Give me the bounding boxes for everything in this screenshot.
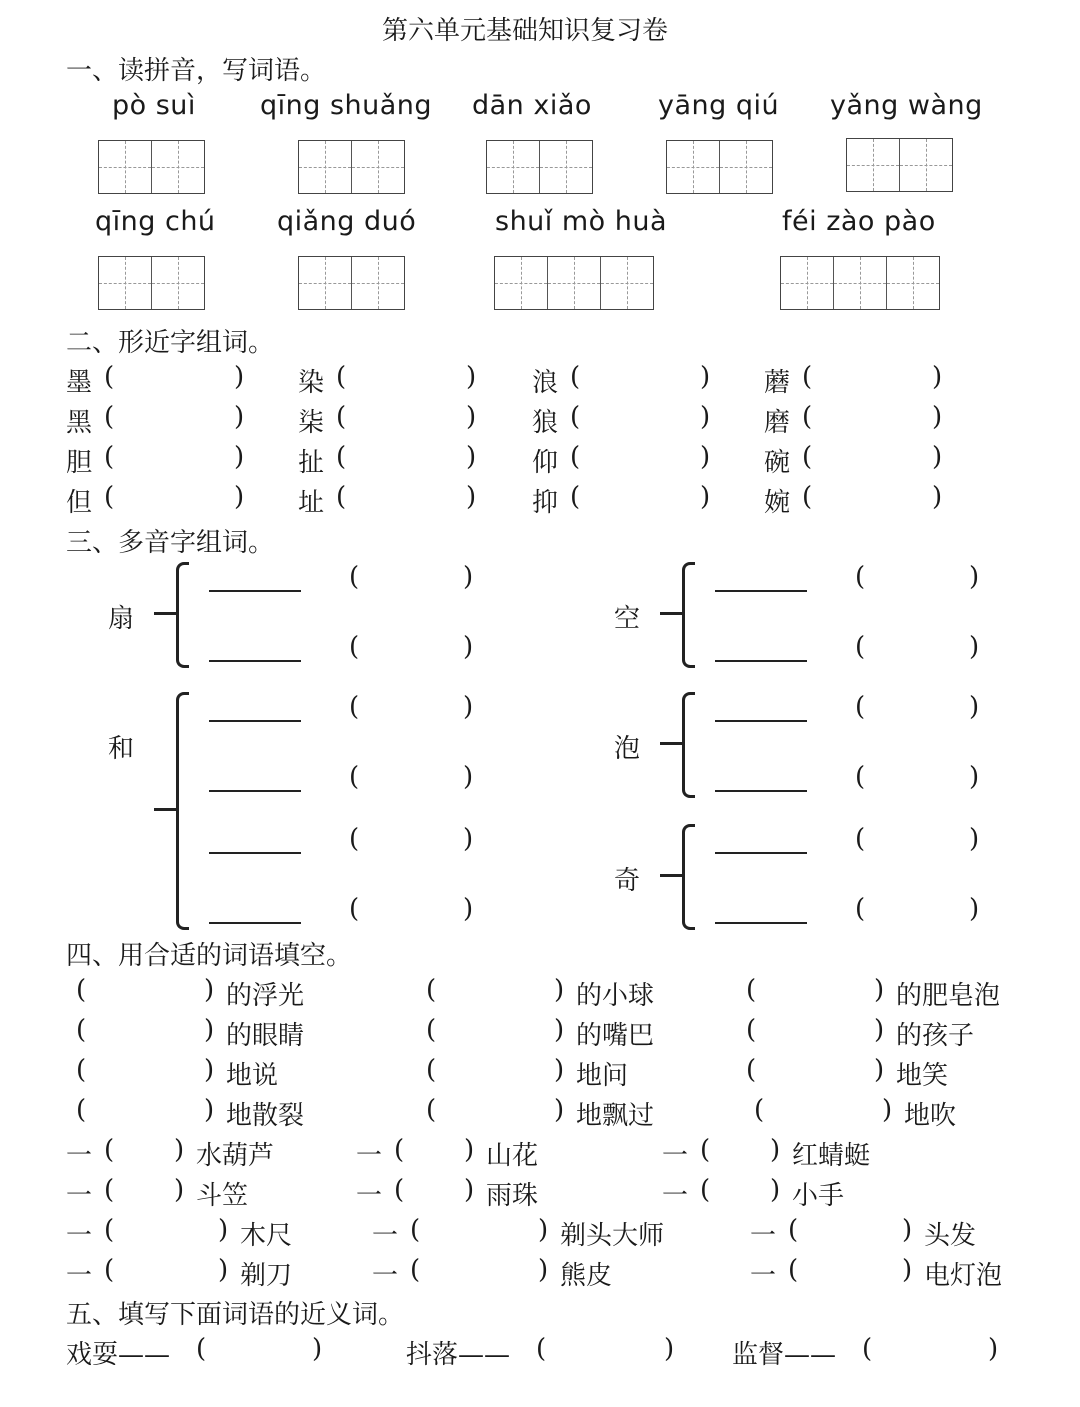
grid-cell[interactable] [600, 257, 653, 309]
measure-noun: 电灯泡 [924, 1261, 1003, 1291]
measure-noun: 红蜻蜓 [792, 1141, 871, 1171]
similar-char: 磨 [764, 408, 791, 438]
paren-close: ) [234, 402, 245, 432]
paren-close: ) [463, 894, 474, 924]
paren-open: ( [349, 562, 360, 592]
similar-char: 仰 [532, 448, 559, 478]
paren-open: ( [426, 975, 437, 1005]
grid-cell[interactable] [667, 141, 719, 193]
paren-open: ( [426, 1055, 437, 1085]
grid-cell[interactable] [719, 141, 772, 193]
answer-line [715, 790, 807, 792]
paren-open: ( [862, 1334, 873, 1364]
similar-char: 狼 [532, 408, 559, 438]
grid-cell[interactable] [495, 257, 547, 309]
answer-line [209, 790, 301, 792]
pinyin-label: qīng chú [95, 206, 216, 237]
paren-close: ) [204, 1095, 215, 1125]
similar-char: 浪 [532, 368, 559, 398]
similar-char: 胆 [66, 448, 93, 478]
fill-suffix: 的嘴巴 [576, 1021, 655, 1051]
answer-line [209, 720, 301, 722]
character-grid [98, 256, 205, 310]
measure-noun: 头发 [924, 1221, 977, 1251]
paren-open: ( [349, 762, 360, 792]
grid-cell[interactable] [833, 257, 886, 309]
paren-close: ) [466, 482, 477, 512]
paren-close: ) [554, 1015, 565, 1045]
measure-noun: 剃刀 [240, 1261, 293, 1291]
similar-char: 婉 [764, 488, 791, 518]
paren-open: ( [104, 1135, 115, 1165]
paren-close: ) [902, 1215, 913, 1245]
measure-noun: 山花 [486, 1141, 539, 1171]
paren-open: ( [855, 824, 866, 854]
paren-close: ) [463, 824, 474, 854]
measure-noun: 熊皮 [560, 1261, 613, 1291]
paren-close: ) [204, 1055, 215, 1085]
paren-close: ) [464, 1135, 475, 1165]
paren-close: ) [218, 1215, 229, 1245]
polyphone-char: 扇 [108, 604, 135, 634]
answer-line [209, 590, 301, 592]
paren-close: ) [969, 632, 980, 662]
paren-close: ) [234, 482, 245, 512]
synonym-word: 戏耍—— [66, 1340, 171, 1370]
paren-close: ) [466, 442, 477, 472]
fill-suffix: 地说 [226, 1061, 279, 1091]
paren-close: ) [969, 562, 980, 592]
paren-close: ) [234, 442, 245, 472]
answer-line [715, 590, 807, 592]
section-heading-1: 一、读拼音，写词语。 [66, 56, 327, 86]
paren-open: ( [104, 482, 115, 512]
paren-open: ( [700, 1135, 711, 1165]
measure-noun: 木尺 [240, 1221, 293, 1251]
brace-bracket [682, 562, 695, 668]
paren-close: ) [464, 1175, 475, 1205]
pinyin-label: qīng shuǎng [260, 90, 433, 121]
paren-close: ) [466, 362, 477, 392]
paren-open: ( [76, 1015, 87, 1045]
paren-close: ) [174, 1175, 185, 1205]
paren-close: ) [554, 975, 565, 1005]
paren-open: ( [746, 975, 757, 1005]
paren-close: ) [664, 1334, 675, 1364]
paren-open: ( [349, 692, 360, 722]
paren-open: ( [336, 442, 347, 472]
paren-close: ) [969, 762, 980, 792]
paren-open: ( [855, 632, 866, 662]
character-grid [780, 256, 940, 310]
paren-open: ( [802, 482, 813, 512]
pinyin-label: yāng qiú [658, 90, 780, 121]
page-title: 第六单元基础知识复习卷 [382, 16, 669, 46]
similar-char: 柒 [298, 408, 325, 438]
fill-suffix: 的肥皂泡 [896, 981, 1001, 1011]
grid-cell[interactable] [487, 141, 539, 193]
paren-close: ) [463, 632, 474, 662]
measure-prefix: 一 [372, 1221, 399, 1251]
similar-char: 址 [298, 488, 325, 518]
fill-suffix: 地笑 [896, 1061, 949, 1091]
fill-suffix: 的孩子 [896, 1021, 975, 1051]
answer-line [209, 660, 301, 662]
paren-close: ) [463, 692, 474, 722]
similar-char: 但 [66, 488, 93, 518]
fill-suffix: 地飘过 [576, 1101, 655, 1131]
paren-open: ( [196, 1334, 207, 1364]
character-grid [494, 256, 654, 310]
similar-char: 染 [298, 368, 325, 398]
measure-noun: 斗笠 [196, 1181, 249, 1211]
paren-open: ( [855, 894, 866, 924]
brace-stem [660, 612, 682, 615]
paren-close: ) [932, 482, 943, 512]
measure-prefix: 一 [750, 1261, 777, 1291]
paren-open: ( [76, 975, 87, 1005]
section-heading-5: 五、填写下面词语的近义词。 [66, 1300, 405, 1330]
paren-open: ( [349, 894, 360, 924]
grid-cell[interactable] [351, 257, 404, 309]
paren-close: ) [218, 1255, 229, 1285]
paren-open: ( [410, 1255, 421, 1285]
brace-bracket [176, 562, 189, 668]
paren-open: ( [349, 824, 360, 854]
fill-suffix: 地散裂 [226, 1101, 305, 1131]
measure-prefix: 一 [372, 1261, 399, 1291]
paren-close: ) [204, 975, 215, 1005]
answer-line [715, 660, 807, 662]
character-grid [298, 140, 405, 194]
paren-open: ( [394, 1175, 405, 1205]
paren-open: ( [104, 442, 115, 472]
pinyin-label: qiǎng duó [277, 206, 417, 237]
paren-open: ( [802, 442, 813, 472]
pinyin-label: féi zào pào [782, 206, 936, 237]
character-grid [846, 138, 953, 192]
character-grid [666, 140, 773, 194]
measure-prefix: 一 [66, 1141, 93, 1171]
pinyin-label: shuǐ mò huà [495, 206, 668, 237]
paren-close: ) [874, 975, 885, 1005]
paren-close: ) [700, 482, 711, 512]
paren-close: ) [554, 1095, 565, 1125]
paren-open: ( [570, 362, 581, 392]
grid-cell[interactable] [351, 141, 404, 193]
grid-cell[interactable] [539, 141, 592, 193]
section-heading-2: 二、形近字组词。 [66, 328, 275, 358]
section-heading-4: 四、用合适的词语填空。 [66, 941, 353, 971]
paren-close: ) [969, 824, 980, 854]
similar-char: 抑 [532, 488, 559, 518]
fill-suffix: 地问 [576, 1061, 629, 1091]
answer-line [715, 852, 807, 854]
similar-char: 墨 [66, 368, 93, 398]
pinyin-label: yǎng wàng [830, 90, 983, 121]
paren-open: ( [570, 402, 581, 432]
paren-close: ) [700, 442, 711, 472]
measure-prefix: 一 [750, 1221, 777, 1251]
grid-cell[interactable] [547, 257, 600, 309]
paren-close: ) [700, 362, 711, 392]
grid-cell[interactable] [886, 257, 939, 309]
polyphone-char: 空 [614, 604, 641, 634]
answer-line [715, 720, 807, 722]
paren-open: ( [426, 1015, 437, 1045]
grid-cell[interactable] [99, 257, 151, 309]
paren-close: ) [312, 1334, 323, 1364]
paren-open: ( [76, 1095, 87, 1125]
similar-char: 碗 [764, 448, 791, 478]
paren-open: ( [336, 362, 347, 392]
paren-close: ) [554, 1055, 565, 1085]
paren-close: ) [902, 1255, 913, 1285]
fill-suffix: 的小球 [576, 981, 655, 1011]
character-grid [298, 256, 405, 310]
synonym-word: 抖落—— [406, 1340, 511, 1370]
measure-prefix: 一 [66, 1181, 93, 1211]
polyphone-char: 和 [108, 734, 135, 764]
grid-cell[interactable] [99, 141, 151, 193]
measure-noun: 水葫芦 [196, 1141, 275, 1171]
paren-close: ) [932, 402, 943, 432]
polyphone-char: 泡 [614, 734, 641, 764]
paren-close: ) [988, 1334, 999, 1364]
similar-char: 黑 [66, 408, 93, 438]
paren-open: ( [104, 1175, 115, 1205]
grid-cell[interactable] [151, 141, 204, 193]
character-grid [486, 140, 593, 194]
paren-open: ( [746, 1015, 757, 1045]
grid-cell[interactable] [299, 141, 351, 193]
character-grid [98, 140, 205, 194]
measure-prefix: 一 [662, 1181, 689, 1211]
fill-suffix: 地吹 [904, 1101, 957, 1131]
grid-cell[interactable] [781, 257, 833, 309]
paren-close: ) [174, 1135, 185, 1165]
paren-open: ( [426, 1095, 437, 1125]
measure-noun: 小手 [792, 1181, 845, 1211]
paren-open: ( [570, 482, 581, 512]
similar-char: 蘑 [764, 368, 791, 398]
paren-open: ( [394, 1135, 405, 1165]
paren-close: ) [538, 1255, 549, 1285]
paren-close: ) [932, 442, 943, 472]
brace-stem [660, 874, 682, 877]
similar-char: 扯 [298, 448, 325, 478]
grid-cell[interactable] [151, 257, 204, 309]
grid-cell[interactable] [847, 139, 899, 191]
paren-close: ) [463, 762, 474, 792]
paren-close: ) [932, 362, 943, 392]
paren-open: ( [349, 632, 360, 662]
paren-close: ) [538, 1215, 549, 1245]
paren-close: ) [874, 1055, 885, 1085]
paren-close: ) [969, 894, 980, 924]
paren-close: ) [204, 1015, 215, 1045]
brace-stem [154, 612, 176, 615]
paren-close: ) [770, 1135, 781, 1165]
answer-line [715, 922, 807, 924]
paren-close: ) [770, 1175, 781, 1205]
pinyin-label: dān xiǎo [472, 90, 592, 121]
paren-open: ( [104, 402, 115, 432]
measure-prefix: 一 [66, 1221, 93, 1251]
paren-open: ( [855, 692, 866, 722]
paren-close: ) [466, 402, 477, 432]
grid-cell[interactable] [899, 139, 952, 191]
synonym-word: 监督—— [732, 1340, 837, 1370]
section-heading-3: 三、多音字组词。 [66, 528, 275, 558]
polyphone-char: 奇 [614, 866, 641, 896]
paren-open: ( [802, 402, 813, 432]
paren-open: ( [336, 482, 347, 512]
paren-open: ( [746, 1055, 757, 1085]
answer-line [209, 922, 301, 924]
paren-open: ( [536, 1334, 547, 1364]
paren-open: ( [754, 1095, 765, 1125]
paren-close: ) [463, 562, 474, 592]
measure-prefix: 一 [66, 1261, 93, 1291]
answer-line [209, 852, 301, 854]
paren-open: ( [104, 1255, 115, 1285]
brace-stem [660, 742, 682, 745]
measure-noun: 剃头大师 [560, 1221, 665, 1251]
measure-prefix: 一 [356, 1141, 383, 1171]
paren-open: ( [336, 402, 347, 432]
brace-bracket [176, 692, 189, 930]
paren-open: ( [802, 362, 813, 392]
measure-prefix: 一 [356, 1181, 383, 1211]
paren-close: ) [874, 1015, 885, 1045]
fill-suffix: 的眼睛 [226, 1021, 305, 1051]
paren-close: ) [700, 402, 711, 432]
paren-close: ) [234, 362, 245, 392]
paren-open: ( [76, 1055, 87, 1085]
paren-open: ( [855, 562, 866, 592]
paren-open: ( [104, 362, 115, 392]
brace-bracket [682, 824, 695, 930]
paren-open: ( [700, 1175, 711, 1205]
brace-bracket [682, 692, 695, 798]
paren-open: ( [570, 442, 581, 472]
measure-noun: 雨珠 [486, 1181, 539, 1211]
paren-close: ) [969, 692, 980, 722]
measure-prefix: 一 [662, 1141, 689, 1171]
grid-cell[interactable] [299, 257, 351, 309]
paren-open: ( [788, 1215, 799, 1245]
pinyin-label: pò suì [112, 90, 196, 121]
fill-suffix: 的浮光 [226, 981, 305, 1011]
paren-open: ( [788, 1255, 799, 1285]
paren-open: ( [855, 762, 866, 792]
paren-close: ) [882, 1095, 893, 1125]
paren-open: ( [410, 1215, 421, 1245]
brace-stem [154, 808, 176, 811]
paren-open: ( [104, 1215, 115, 1245]
